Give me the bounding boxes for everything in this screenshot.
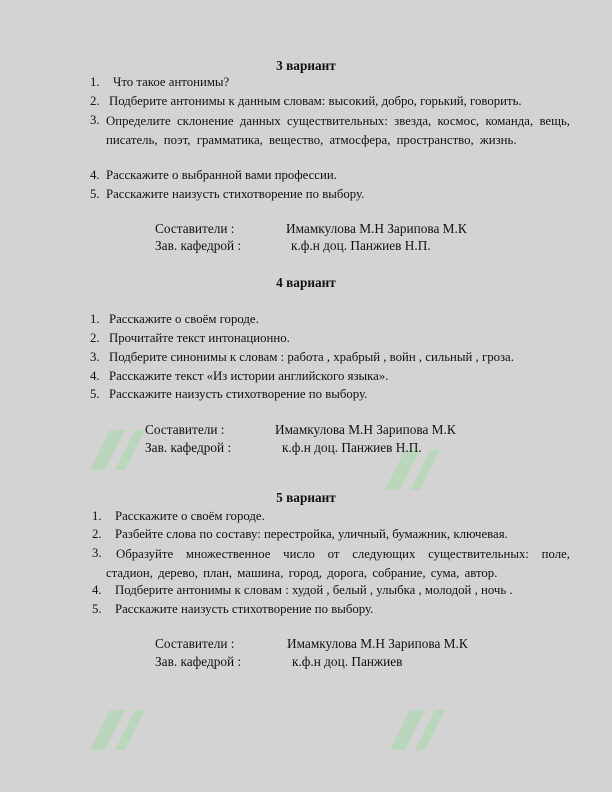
- head-of-department-label: Зав. кафедрой :: [155, 238, 242, 253]
- compilers-label: Составители :: [155, 636, 235, 651]
- compilers-names: Имамкулова М.Н Зарипова М.К: [287, 636, 468, 651]
- compilers-label: Составители :: [145, 422, 225, 437]
- compilers-names: Имамкулова М.Н Зарипова М.К: [275, 422, 456, 437]
- document-page: 3 вариант 1. Что такое антонимы? 2. Подберите антонимы к данным словам: высокий, добро, горький, говорить. 3. Определите склонение данных существительных: звезда, космос, команда, вещь, писатель, поэт, грамматика, вещество, атмосфера, пространство, жизнь. 4. Расскажите о выбранной вами профессии. 5. Расскажите наизусть стихотворение по выбору. Составители : Имамкулова М.Н Зарипова М.К Зав. кафедрой : к.ф.н доц. Панжиев Н.П. 4 вариант 1. Расскажите о своём городе. 2. Прочитайте текст интонационно. 3. Подберите синонимы к словам : работа , храбрый , войн , сильный , гроза. 4. Расскажите текст «Из истории английского языка». 5. Расскажите наизусть стихотворение по выбору. Составители : Имамкулова М.Н Зарипова М.К Зав. кафедрой : к.ф.н доц. Панжиев Н.П. 5 вариант 1. Расскажите о своём городе. 2. Разбейте слова по составу: перестройка, уличный, бумажник, ключевая. 3. Образуйте множественное число от следующих существительных: поле, стадион, дерево, план, машина, город, дорога, собрание, сума, автор. 4. Подберите антонимы к словам : худой , белый , улыбка , молодой , ночь . 5. Расскажите наизусть стихотворение по выбору. Составители : Имамкулова М.Н Зарипова М.К Зав. кафедрой : к.ф.н доц. Панжиев: [0, 0, 612, 792]
- variant3-title: 3 вариант: [276, 58, 336, 73]
- head-of-department-label: Зав. кафедрой :: [145, 440, 232, 455]
- variant4-title: 4 вариант: [276, 275, 336, 290]
- list-item: 3. Образуйте множественное число от следующих существительных: поле, стадион, дерево, план, машина, город, дорога, собрание, сума, автор.: [92, 546, 570, 580]
- head-of-department-name: к.ф.н доц. Панжиев Н.П.: [291, 238, 431, 253]
- compilers-names: Имамкулова М.Н Зарипова М.К: [286, 221, 467, 236]
- watermark-logo-icon: [80, 420, 150, 480]
- watermark-logo-icon: [380, 700, 450, 760]
- watermark-logo-icon: [80, 700, 150, 760]
- list-item: 3. Определите склонение данных существительных: звезда, космос, команда, вещь, писатель, поэт, грамматика, вещество, атмосфера, пространство, жизнь.: [90, 113, 570, 147]
- compilers-label: Составители :: [155, 221, 235, 236]
- head-of-department-name: к.ф.н доц. Панжиев: [292, 654, 403, 669]
- variant5-title: 5 вариант: [276, 490, 336, 505]
- head-of-department-label: Зав. кафедрой :: [155, 654, 242, 669]
- head-of-department-name: к.ф.н доц. Панжиев Н.П.: [282, 440, 422, 455]
